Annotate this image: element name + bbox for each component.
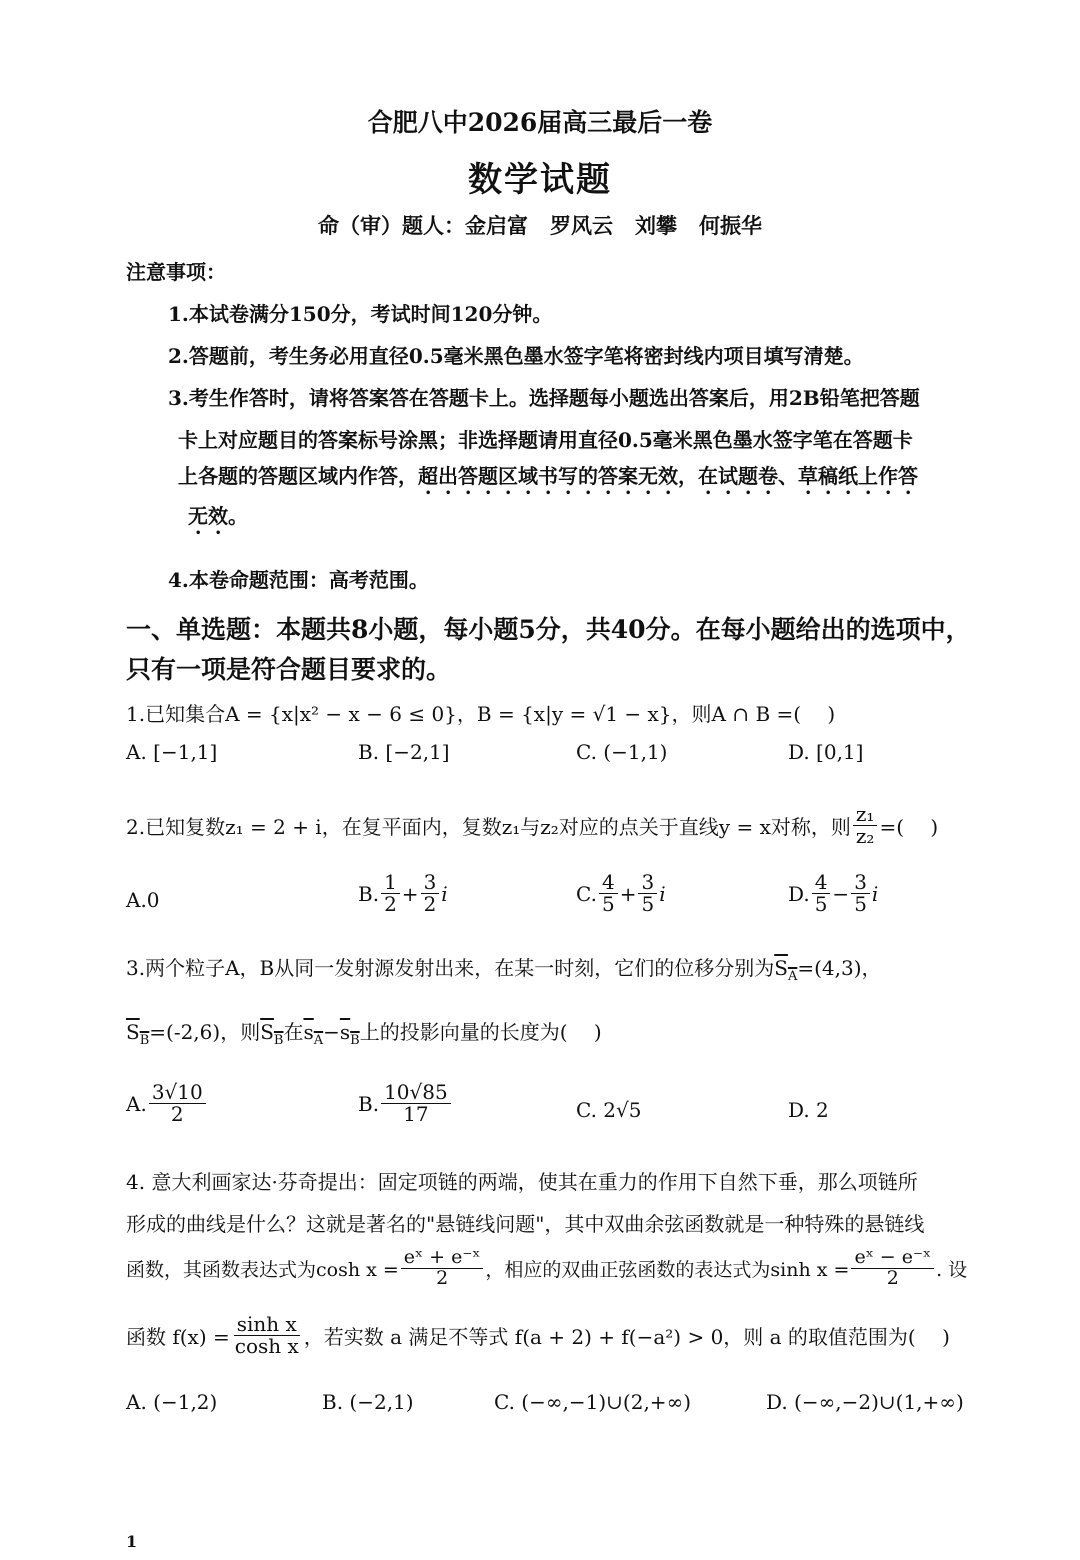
subject-title: 数学试题	[468, 160, 612, 200]
frac-num: eˣ − e⁻ˣ	[851, 1248, 934, 1269]
vector-letter: s	[339, 1020, 351, 1044]
option-label: C.	[576, 881, 597, 906]
question-3-stem-line-2	[126, 1016, 602, 1048]
question-4-option-b: B. (−2,1)	[322, 1390, 414, 1414]
frac-den: 2	[170, 1102, 184, 1126]
imag-unit: i	[871, 881, 879, 906]
notice-item-4: 4.本卷命题范围：高考范围。	[168, 568, 429, 592]
frac-num: 3	[421, 872, 440, 894]
vector-sa-lower	[303, 1020, 324, 1048]
operator: +	[401, 881, 419, 906]
vector-subscript: A	[787, 969, 798, 984]
frac-num: 10√85	[381, 1082, 451, 1104]
question-3-stem-e: 上的投影向量的长度为( )	[359, 1020, 602, 1044]
vector-subscript: A	[313, 1033, 324, 1048]
frac-den: 17	[403, 1102, 429, 1126]
frac-num: 1	[381, 872, 400, 894]
f-fraction	[232, 1314, 302, 1357]
option-label: B.	[358, 1091, 380, 1116]
question-3-option-c: C. 2√5	[576, 1098, 642, 1122]
question-4-option-a: A. (−1,2)	[126, 1390, 218, 1414]
frac-den: 5	[854, 892, 867, 916]
option-label: B.	[358, 881, 380, 906]
question-1-option-d: D. [0,1]	[788, 740, 864, 764]
vector-sb-lower	[339, 1020, 360, 1048]
frac-den: 2	[436, 1266, 449, 1289]
vector-subscript: B	[139, 1033, 150, 1048]
question-4-line-4b: ，若实数 a 满足不等式 f(a + 2) + f(−a²) > 0，则 a 的取值范围为( )	[303, 1325, 950, 1349]
frac-den: 5	[601, 892, 615, 916]
notice-item-3-line-4: 无效。	[188, 504, 248, 528]
operator: −	[832, 881, 850, 906]
vector-letter: S	[260, 1020, 274, 1044]
question-1-stem: 1.已知集合A = {x|x² − x − 6 ≤ 0}，B = {x|y = √1 − x}，则A ∩ B =( )	[126, 702, 836, 726]
question-2-frac-num: z₁	[853, 804, 878, 826]
cosh-fraction	[401, 1248, 484, 1289]
option-label: A.	[126, 1091, 147, 1116]
fraction	[421, 872, 440, 915]
notice-item-3-line-1: 3.考生作答时，请将答案答在答题卡上。选择题每小题选出答案后，用2B铅笔把答题	[168, 386, 920, 410]
operator: +	[619, 881, 637, 906]
vector-letter: S	[774, 956, 788, 980]
vector-sb-2	[260, 1020, 284, 1048]
question-1-option-a: A. [−1,1]	[126, 740, 218, 764]
author-1: 金启富	[465, 213, 528, 238]
notice-item-3-line-2: 卡上对应题目的答案标号涂黑；非选择题请用直径0.5毫米黑色墨水签字笔在答题卡	[178, 428, 913, 452]
author-2: 罗风云	[550, 213, 613, 238]
question-4-line-3	[126, 1248, 967, 1289]
school-title: 合肥八中2026届高三最后一卷	[367, 108, 713, 137]
sinh-fraction	[851, 1248, 934, 1289]
question-1-option-c: C. (−1,1)	[576, 740, 668, 764]
question-4-line-3b: ，相应的双曲正弦函数的表达式为sinh x =	[485, 1258, 850, 1281]
question-2-option-a: A.0	[126, 888, 160, 912]
vector-subscript: B	[273, 1033, 284, 1048]
fraction	[851, 872, 870, 915]
question-4-line-3a: 函数，其函数表达式为cosh x =	[126, 1258, 399, 1281]
question-2-stem-b: =( )	[879, 815, 939, 839]
question-4-line-4	[126, 1314, 950, 1357]
authors-line	[0, 210, 1080, 240]
notice-item-3-line-3	[178, 460, 918, 499]
question-4-option-c: C. (−∞,−1)∪(2,+∞)	[494, 1390, 692, 1414]
imag-unit: i	[659, 881, 666, 906]
author-3: 刘攀	[635, 213, 677, 238]
fraction	[638, 872, 657, 915]
vector-letter: S	[126, 1020, 140, 1044]
frac-num: 4	[812, 872, 831, 894]
vector-subscript: B	[350, 1033, 360, 1048]
question-2-frac-den: z₂	[855, 824, 875, 848]
notice-item-3-emphasis: 超出答题区域书写的答案无效，在试题卷、草稿纸上作答	[418, 464, 918, 488]
frac-den: cosh x	[234, 1334, 299, 1358]
fraction	[381, 1082, 451, 1125]
question-2-fraction	[853, 804, 878, 847]
question-3-stem-d: 在	[283, 1020, 304, 1044]
question-3-option-b	[358, 1082, 453, 1125]
imag-unit: i	[441, 881, 448, 906]
question-4-line-3c: . 设	[936, 1258, 968, 1281]
question-4-option-d: D. (−∞,−2)∪(1,+∞)	[766, 1390, 964, 1414]
fraction	[149, 1082, 206, 1125]
question-3-stem-b: =(4,3)，	[797, 956, 882, 980]
frac-den: 2	[886, 1266, 899, 1289]
question-2-option-c	[576, 872, 666, 915]
question-3-stem-c: =(-2,6)，则	[149, 1020, 261, 1044]
page-number: 1	[126, 1532, 138, 1551]
frac-den: 2	[423, 892, 437, 916]
notice-item-3-line-3a: 上各题的答题区域内作答，	[178, 464, 418, 488]
question-3-stem-a: 3.两个粒子A，B从同一发射源发射出来，在某一时刻，它们的位移分别为	[126, 956, 775, 980]
notice-item-2: 2.答题前，考生务必用直径0.5毫米黑色墨水签字笔将密封线内项目填写清楚。	[168, 344, 864, 368]
question-4-line-2: 形成的曲线是什么？这就是著名的"悬链线问题"，其中双曲余弦函数就是一种特殊的悬链线	[126, 1212, 925, 1236]
fraction	[599, 872, 618, 915]
question-4-line-1: 4. 意大利画家达·芬奇提出：固定项链的两端，使其在重力的作用下自然下垂，那么项链所	[126, 1170, 918, 1194]
frac-den: 5	[814, 892, 828, 916]
frac-num: 3√10	[149, 1082, 206, 1104]
vector-sb	[126, 1020, 150, 1048]
vector-sa	[774, 956, 798, 984]
question-2-stem-a: 2.已知复数z₁ = 2 + i，在复平面内，复数z₁与z₂对应的点关于直线y = x对称，则	[126, 815, 851, 839]
fraction	[381, 872, 400, 915]
question-2-option-d	[788, 872, 878, 915]
question-3-stem-line-1	[126, 952, 882, 984]
frac-num: sinh x	[234, 1314, 300, 1336]
frac-num: eˣ + e⁻ˣ	[401, 1248, 484, 1269]
fraction	[812, 872, 831, 915]
section-1-heading-line-1: 一、单选题：本题共8小题，每小题5分，共40分。在每小题给出的选项中，	[126, 615, 971, 644]
option-label: D.	[788, 881, 810, 906]
frac-num: 4	[599, 872, 618, 894]
question-3-option-a	[126, 1082, 208, 1125]
frac-num: 3	[851, 872, 870, 894]
operator: −	[323, 1020, 340, 1044]
question-2-option-b	[358, 872, 448, 915]
frac-den: 2	[384, 892, 397, 916]
question-1-option-b: B. [−2,1]	[358, 740, 450, 764]
authors-label: 命（审）题人：	[318, 213, 465, 238]
question-3-option-d: D. 2	[788, 1098, 829, 1122]
frac-num: 3	[638, 872, 657, 894]
notice-heading: 注意事项：	[126, 260, 226, 284]
notice-item-1: 1.本试卷满分150分，考试时间120分钟。	[168, 302, 553, 326]
vector-letter: s	[303, 1020, 314, 1044]
frac-den: 5	[641, 892, 655, 916]
question-4-line-4a: 函数 f(x) =	[126, 1325, 230, 1349]
question-2-stem	[126, 804, 938, 847]
section-1-heading-line-2: 只有一项是符合题目要求的。	[126, 655, 452, 684]
author-4: 何振华	[699, 213, 762, 238]
